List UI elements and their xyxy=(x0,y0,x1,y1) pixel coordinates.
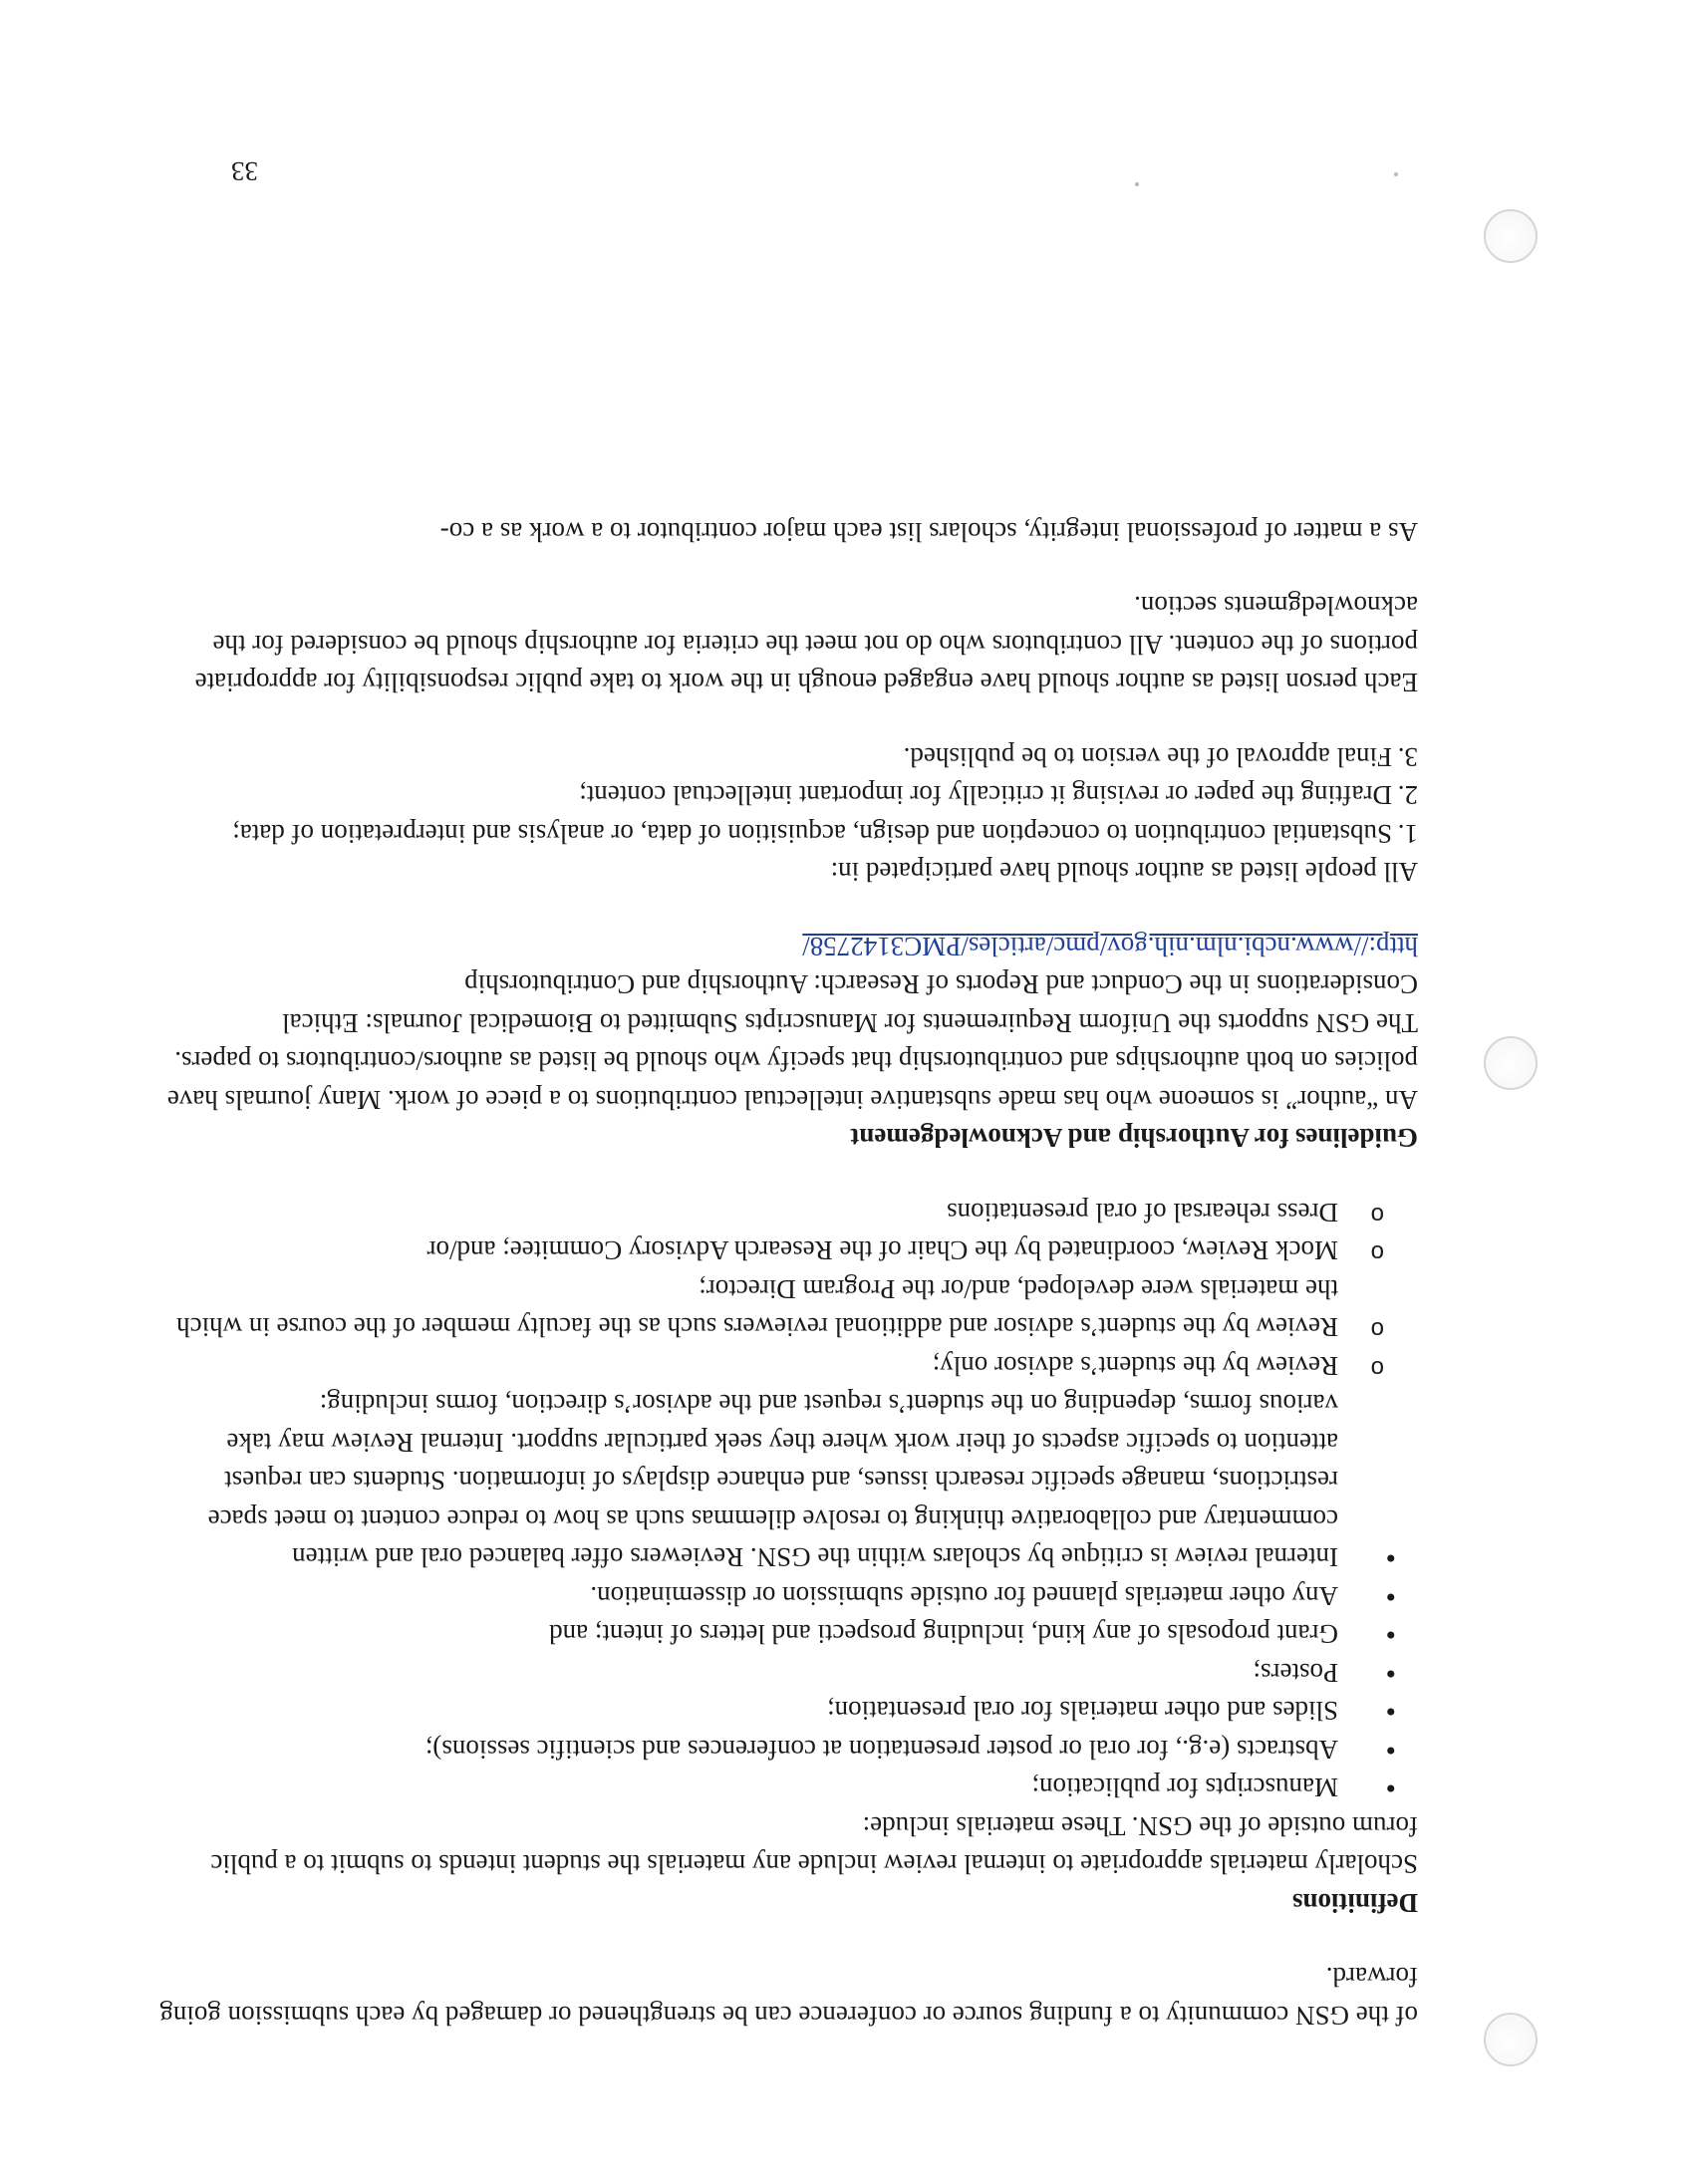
guidelines-paragraph xyxy=(152,928,1418,1120)
list-item: • Abstracts (e.g., for oral or poster presentation at conferences and scientific sessions); xyxy=(152,1731,1418,1770)
criteria-intro: All people listed as author should have participated in: xyxy=(830,857,1418,888)
document-body xyxy=(152,513,1418,2036)
list-item: • Slides and other materials for oral presentation; xyxy=(152,1692,1418,1731)
materials-list xyxy=(152,1385,1418,1807)
authorship-criteria-list xyxy=(152,738,1418,854)
list-item: o Review by the student’s advisor only; xyxy=(152,1347,1418,1386)
list-item: • Internal review is critique by scholars within the GSN. Reviewers offer balanced oral and written commentary and collaborative thinking to resolve dilemmas such as how to reduce content to meet space restrictions, manage specific research issues, and enhance displays of information. Students can request attention to specific aspects of their work where they seek particular support. Internal Review may take various forms, depending on the student’s request and the advisor’s direction, forms including: xyxy=(152,1385,1418,1577)
definitions-paragraph: Scholarly materials appropriate to internal review include any materials the student intends to submit to a public forum outside of the GSN. These materials include: xyxy=(210,1811,1418,1880)
definitions-heading: Definitions xyxy=(1291,1888,1418,1918)
list-item: • Posters; xyxy=(152,1654,1418,1693)
list-item: • Manuscripts for publication; xyxy=(152,1769,1418,1807)
list-item: o Mock Review, coordinated by the Chair of the Research Advisory Commitee; and/or xyxy=(152,1231,1418,1270)
guidelines-heading: Guidelines for Authorship and Acknowledgement xyxy=(850,1123,1418,1154)
punch-hole-middle xyxy=(1484,1036,1538,1090)
reference-link[interactable]: http://www.ncbi.nlm.nih.gov/pmc/articles/PMC3142758/ xyxy=(802,932,1418,961)
guidelines-text: An “author” is someone who has made substantive intellectual contributions to a piece of work. Many journals have policies on both authorships and contributorship that specify who should be listed as authors/contributors to papers. The GSN supports the Uniform Requirements for Manuscripts Submitted to Biomedical Journals: Ethical Considerations in the Conduct and Reports of Research: Authorship and Contributorship xyxy=(166,969,1418,1115)
punch-hole-bottom xyxy=(1484,209,1538,263)
list-item: • Grant proposals of any kind, including prospecti and letters of intent; and xyxy=(152,1615,1418,1654)
list-item: 2. Drafting the paper or revising it critically for important intellectual content; xyxy=(579,780,1418,811)
list-item: • Any other materials planned for outside submission or dissemination. xyxy=(152,1577,1418,1616)
scan-speck xyxy=(1135,182,1139,186)
list-item: 3. Final approval of the version to be published. xyxy=(903,742,1418,772)
integrity-paragraph: As a matter of professional integrity, scholars list each major contributor to a work as a co- xyxy=(439,517,1418,547)
list-item: o Review by the student’s advisor and additional reviewers such as the faculty member of the course in which the materials were developed, and/or the Program Director; xyxy=(152,1270,1418,1347)
scan-speck xyxy=(1394,172,1398,176)
punch-hole-top xyxy=(1484,2013,1538,2066)
list-item: o Dress rehearsal of oral presentations xyxy=(152,1194,1418,1232)
page-number: 33 xyxy=(231,156,258,186)
list-item: 1. Substantial contribution to conception and design, acquisition of data, or analysis and interpretation of data; xyxy=(232,819,1418,849)
responsibility-paragraph: Each person listed as author should have engaged enough in the work to take public responsibility for appropriate portions of the content. All contributors who do not meet the criteria for authorship should be considered for the acknowledgments section. xyxy=(194,591,1418,698)
review-forms-list xyxy=(152,1194,1418,1386)
intro-continuation: of the GSN community to a funding source or conference can be strengthened or damaged by each submission going forward. xyxy=(159,1962,1418,2031)
